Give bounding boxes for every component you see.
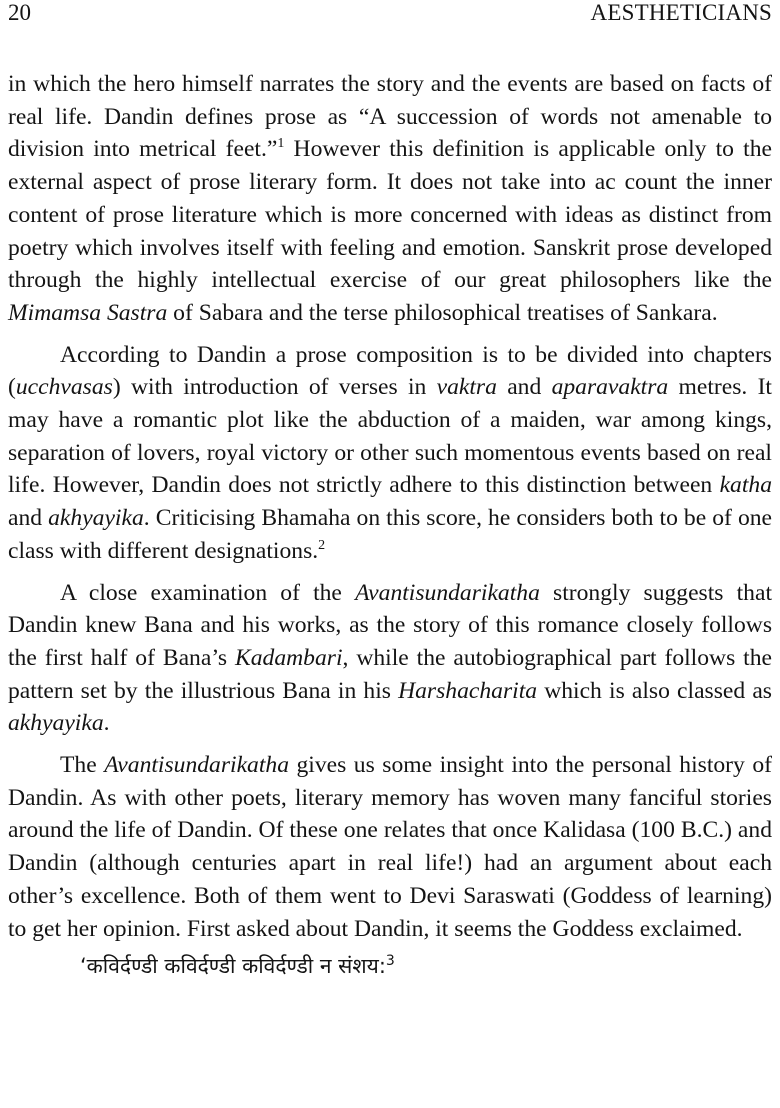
- text-run: According to Dandin a prose composition is to be divided into chapters (: [8, 341, 772, 401]
- text-run: However this definition is applicable only to the external aspect of prose literary form. It does not take into ac count the inner content of prose literature which is more concerned with ideas as distinct from poetry which involves itself with feeling and emotion. Sanskrit prose developed through the highly intellectual exercise of our great philosophers like the: [8, 136, 772, 294]
- italic-term: Harshacharita: [398, 677, 538, 704]
- sanskrit-quote: [80, 951, 772, 981]
- italic-term: Avantisundarikatha: [355, 579, 540, 606]
- footnote-ref-3: 3: [385, 953, 395, 970]
- body-text: [8, 68, 772, 981]
- italic-term: akhyayika: [48, 505, 144, 532]
- text-run: metres. It may have a romantic plot like the abduction of a maiden, war among kings, separation of lovers, royal victory or other such momentous events based on real life. However, Dandin does not strictly adhere to this distinction between: [8, 374, 772, 499]
- italic-term: vaktra: [436, 374, 497, 401]
- italic-term: katha: [719, 472, 772, 499]
- text-run: A close examination of the: [60, 579, 356, 606]
- italic-term: ucchvasas: [15, 374, 113, 401]
- page-number: 20: [8, 0, 31, 25]
- page-header: [8, 0, 772, 30]
- italic-term: aparavaktra: [551, 374, 669, 401]
- text-run: .: [103, 710, 110, 737]
- italic-term: Kadambari: [235, 644, 343, 671]
- text-run: strongly suggests that Dandin knew Bana and his works, as the story of this romance closely follows the first half of Bana’s: [8, 579, 772, 671]
- paragraph-3: [8, 577, 772, 741]
- text-run: in which the hero himself narrates the story and the events are based on facts of real life. Dandin defines prose as “A succession of words not amenable to division into metrical feet.”: [8, 71, 772, 163]
- footnote-ref-1: 1: [277, 136, 285, 152]
- paragraph-1: [8, 68, 772, 330]
- text-run: of Sabara and the terse philosophical treatises of Sankara.: [167, 299, 718, 326]
- italic-term: Avantisundarikatha: [104, 752, 289, 779]
- text-run: . Criticising Bhamaha on this score, he considers both to be of one class with different designations.: [8, 505, 773, 564]
- text-run: and: [496, 374, 552, 401]
- italic-term: akhyayika: [8, 710, 104, 737]
- text-run: ) with introduction of verses in: [112, 374, 437, 401]
- quote-text: ‘कविर्दण्डी कविर्दण्डी कविर्दण्डी न संशय:: [80, 954, 386, 979]
- text-run: which is also classed as: [537, 677, 772, 704]
- text-run: and: [8, 505, 49, 532]
- text-run: gives us some insight into the personal history of Dandin. As with other poets, literary memory has woven many fanciful stories around the life of Dandin. Of these one relates that once Kalidasa (100 B.C.) and Dandin (although centuries apart in real life!) had an argument about each other’s excellence. Both of them went to Devi Saraswati (Goddess of learning) to get her opinion. First asked about Dandin, it seems the Goddess exclaimed.: [8, 752, 772, 942]
- paragraph-2: [8, 339, 772, 568]
- italic-term: Mimamsa Sastra: [8, 299, 168, 326]
- text-run: The: [60, 752, 105, 779]
- footnote-ref-2: 2: [318, 537, 326, 553]
- running-title: AESTHETICIANS: [590, 0, 772, 25]
- paragraph-4: [8, 749, 772, 945]
- text-run: , while the autobiographical part follows the pattern set by the illustrious Bana in his: [8, 644, 772, 704]
